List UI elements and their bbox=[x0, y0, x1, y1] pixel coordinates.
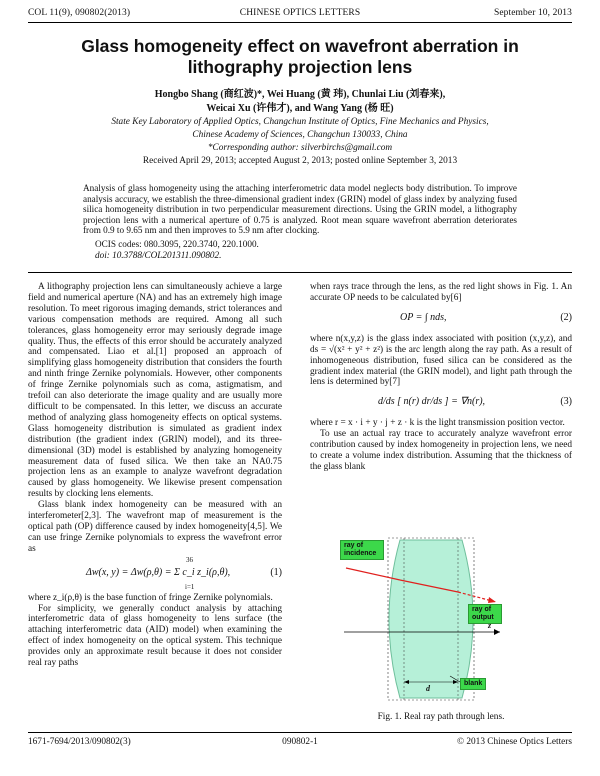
ocis-codes: OCIS codes: 080.3095, 220.3740, 220.1000. bbox=[95, 239, 259, 249]
label-ray-of-incidence: ray of incidence bbox=[340, 540, 384, 560]
corresponding-author: *Corresponding author: silverbirchs@gmail.com bbox=[207, 143, 393, 153]
lens-body bbox=[389, 540, 473, 698]
equation-1 bbox=[28, 555, 282, 593]
right-paragraph-1: when rays trace through the lens, as the red light shows in Fig. 1. An accurate OP needs to be calculated by[6] bbox=[310, 282, 572, 303]
equation-1-sum-top: 36 bbox=[186, 555, 193, 564]
label-thickness: d bbox=[426, 684, 430, 693]
ray-arrow bbox=[488, 597, 496, 603]
equation-2-text: OP = ∫ nds, bbox=[400, 311, 447, 323]
equation-3-number: (3) bbox=[560, 396, 572, 408]
right-paragraph-2: where n(x,y,z) is the glass index associated with position (x,y,z), and ds = √(x² + y² + z²) is the arc length along the ray path. As a result of inhomogeneous distribution, fused silica can be considered as the gradient index material (the GRIN model), and light path through the lens is determined by[7] bbox=[310, 333, 572, 388]
right-paragraph-4: To use an actual ray trace to accurately analyze wavefront error contribution caused by index homogeneity in projection lens, we need to create a volume index distribution. Assuming that the thickness of the glass blank bbox=[310, 429, 572, 472]
affiliation bbox=[40, 116, 560, 142]
abstract-rule bbox=[28, 272, 572, 273]
header-title: CHINESE OPTICS LETTERS bbox=[239, 8, 361, 18]
paper-title: Glass homogeneity effect on wavefront aberration in lithography projection lens bbox=[81, 36, 519, 77]
equation-3 bbox=[310, 388, 572, 418]
author-line-2: Weicai Xu (许伟才), and Wang Yang (杨 旺) bbox=[206, 103, 394, 114]
ray-incident bbox=[346, 568, 400, 580]
paragraph-3: where z_i(ρ,θ) is the base function of fringe Zernike polynomials. bbox=[28, 592, 273, 603]
received-dates: Received April 29, 2013; accepted August 2, 2013; posted online September 3, 2013 bbox=[142, 156, 458, 166]
footer-issn: 1671-7694/2013/090802(3) bbox=[28, 737, 131, 747]
intro-paragraph: A lithography projection lens can simultaneously achieve a large field and numerical aperture (NA) and has an extremely high image resolution. To meet rigorous imaging demands, strict tolerances and various compensation methods are required. Among all such tolerances, glass homogeneity error may seriously degrade image quality. Thus, the effects of this error should be accurately analyzed and compensated. Liao et al.[1] proposed an approach of simplifying glass homogeneity distribution that considers the fourth and ninth fringe Zernike polynomials. However, other components of fringe Zernike polynomials such as coma, astigmatism, and trefoil can also deteriorate the image quality and are usually more difficult to be compensated. In this letter, we discuss an accurate method of analyzing glass homogeneity effects on optical systems. Glass homogeneity distribution is simulated as gradient index distribution (the gradient index (GRIN) model), and its three-dimensional (3D) model is established by analyzing homogeneity measurement data of fused silica. We then take an NA0.75 projection lens as an example to analyze wavefront degradation caused by glass homogeneity. We likewise present compensation results by clocking lens elements. bbox=[28, 282, 282, 500]
doi: doi: 10.3788/COL201311.090802. bbox=[95, 249, 222, 260]
right-paragraph-3: where r = x · i + y · j + z · k is the light transmission position vector. bbox=[310, 418, 565, 429]
figure-1 bbox=[338, 532, 508, 706]
ocis-block bbox=[95, 239, 259, 260]
author-list bbox=[40, 88, 560, 116]
footer-page: 090802-1 bbox=[282, 737, 318, 747]
axis-arrow bbox=[494, 629, 500, 635]
equation-1-sum-bottom: i=1 bbox=[185, 582, 195, 591]
header-rule bbox=[28, 22, 572, 23]
header-journal: COL 11(9), 090802(2013) bbox=[28, 8, 131, 18]
affiliation-line-1: State Key Laboratory of Applied Optics, Changchun Institute of Optics, Fine Mechanics and Physics, bbox=[111, 117, 489, 127]
left-column bbox=[28, 282, 282, 669]
label-z-axis: z bbox=[488, 621, 492, 630]
equation-2-number: (2) bbox=[560, 311, 572, 323]
footer-copyright: © 2013 Chinese Optics Letters bbox=[457, 737, 572, 747]
figure-1-caption: Fig. 1. Real ray path through lens. bbox=[377, 712, 505, 722]
footer-rule bbox=[28, 732, 572, 733]
equation-1-text: Δw(x, y) = Δw(ρ,θ) = Σ c_i z_i(ρ,θ), bbox=[86, 566, 231, 578]
equation-3-text: d/ds [ n(r) dr/ds ] = ∇n(r), bbox=[378, 396, 486, 408]
author-line-1: Hongbo Shang (商红波)*, Wei Huang (黄 玮), Chunlai Liu (刘春来), bbox=[154, 89, 446, 100]
affiliation-line-2: Chinese Academy of Sciences, Changchun 130033, China bbox=[192, 130, 408, 140]
paragraph-2: Glass blank index homogeneity can be measured with an interferometer[2,3]. The wavefront map of measurement is the optical path (OP) difference caused by index homogeneity[4,5]. We can use fringe Zernike polynomials to express the wavefront error as bbox=[28, 500, 282, 554]
label-ray-of-output: ray of output bbox=[468, 604, 502, 624]
abstract: Analysis of glass homogeneity using the attaching interferometric data model neglects body distribution. To improve analysis accuracy, we establish the three-dimensional gradient index (GRIN) model of glass index by analyzing fused silica homogeneity distribution in two perpendicular measurement directions. Using the GRIN model, a lithography projection lens with a numerical aperture of 0.75 is analyzed. Root mean square wavefront aberration deteriorates from 0.9 to 9.65 nm and then improves to 5.9 nm after clocking. bbox=[83, 183, 517, 236]
header-date: September 10, 2013 bbox=[493, 8, 572, 18]
paragraph-4: For simplicity, we generally conduct analysis by attaching interferometric data of glass homogeneity to lens surface (the attaching interferometric data (AID) model) when examining the effect of index homogeneity on the optical system. This technique provides only an approximate result because it does not consider real ray paths bbox=[28, 603, 282, 669]
right-column bbox=[310, 282, 572, 473]
equation-2 bbox=[310, 304, 572, 334]
label-blank: blank bbox=[460, 678, 486, 690]
equation-1-number: (1) bbox=[270, 566, 282, 578]
